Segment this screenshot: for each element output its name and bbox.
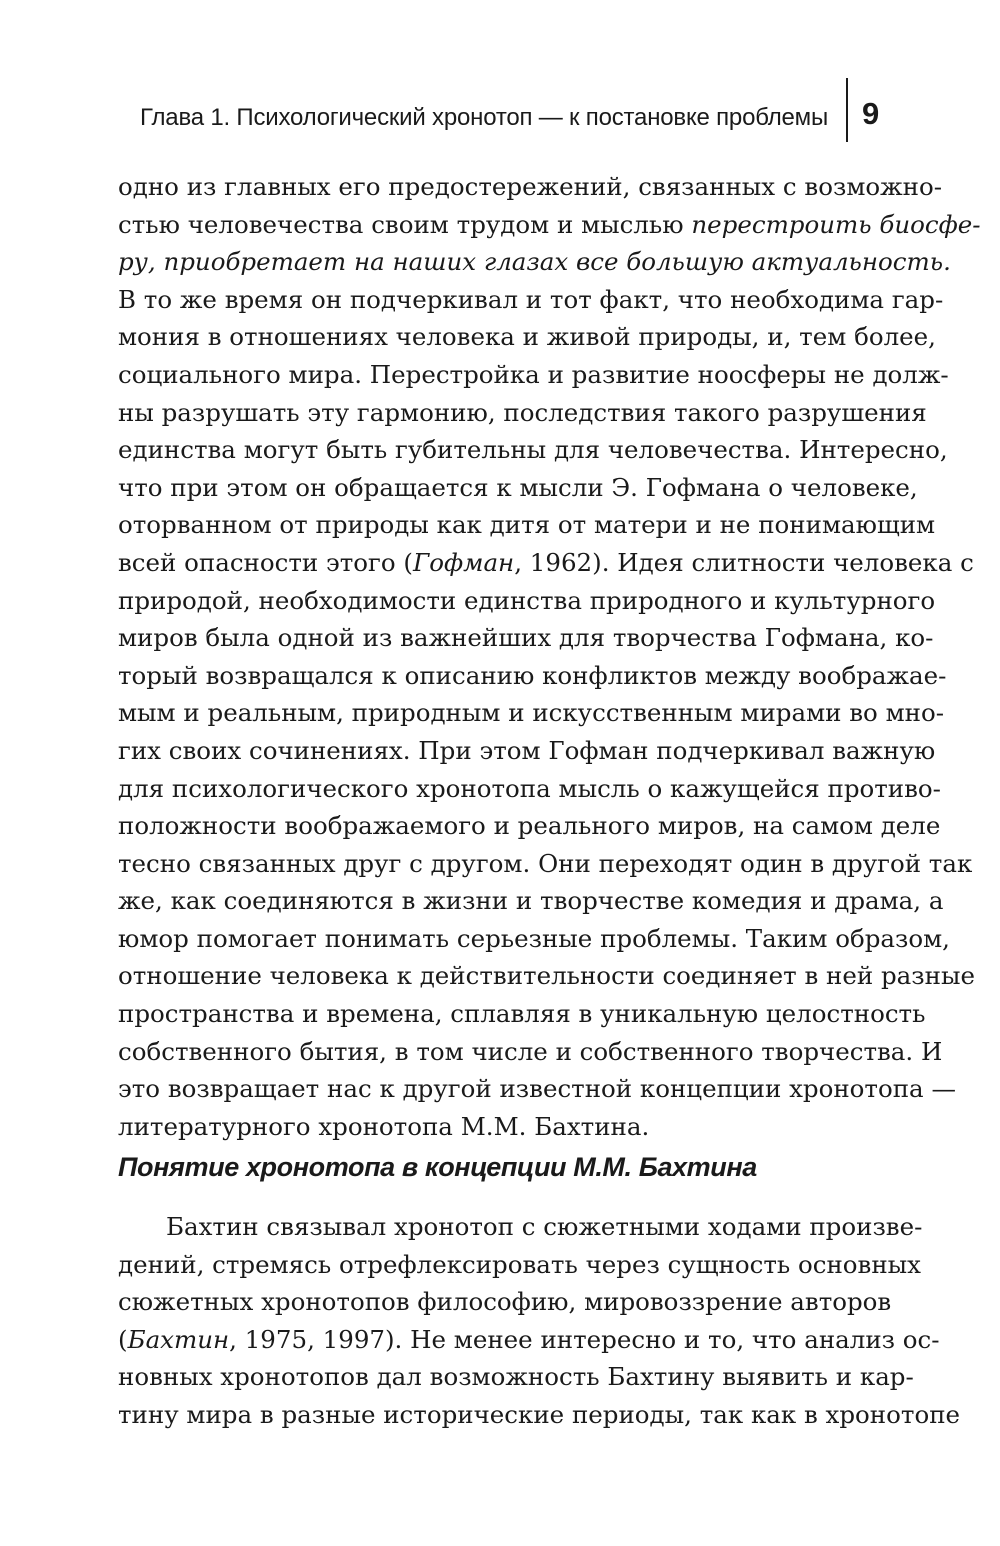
text-line: [118, 544, 974, 582]
text-line: дений, стремясь отрефлексировать через сущность основных: [118, 1249, 921, 1279]
body-paragraph-2: [118, 1208, 961, 1434]
section-heading: Понятие хронотопа в концепции М.М. Бахтина: [118, 1152, 757, 1182]
text-run: Бахтин связывал хронотоп с сюжетными ходами произве-: [166, 1212, 923, 1241]
text-line: одно из главных его предостережений, связанных с возможно-: [118, 172, 943, 201]
text-run: (: [118, 1324, 128, 1354]
text-line: мония в отношениях человека и живой природы, и, тем более,: [118, 322, 936, 352]
citation-author: Бахтин: [127, 1324, 230, 1354]
text-line: пространства и времена, сплавляя в уникальную целостность: [118, 999, 926, 1029]
text-line: [118, 206, 981, 244]
text-line: тесно связанных друг с другом. Они переходят один в другой так: [118, 848, 973, 878]
text-line: В то же время он подчеркивал и тот факт, что необходима гар-: [118, 284, 944, 314]
text-line: гих своих сочинениях. При этом Гофман подчеркивал важную: [118, 735, 936, 765]
text-line: отношение человека к действительности соединяет в ней разные: [118, 961, 975, 991]
text-run: , 1962). Идея слитности человека с: [514, 547, 974, 577]
text-line: ны разрушать эту гармонию, последствия такого разрушения: [118, 397, 927, 427]
text-line: юмор помогает понимать серьезные проблемы. Таким образом,: [118, 923, 950, 953]
text-run: всей опасности этого (: [118, 547, 413, 577]
text-line: же, как соединяются в жизни и творчестве комедия и драма, а: [118, 886, 944, 916]
text-line: природой, необходимости единства природного и культурного: [118, 585, 936, 615]
page-number: 9: [862, 96, 880, 131]
text-line: тину мира в разные исторические периоды, так как в хронотопе: [118, 1399, 961, 1429]
text-line: миров была одной из важнейших для творчества Гофмана, ко-: [118, 623, 934, 653]
text-line: собственного бытия, в том числе и собственного творчества. И: [118, 1036, 943, 1066]
text-line: литературного хронотопа М.М. Бахтина.: [118, 1111, 650, 1141]
header-divider: [846, 78, 848, 142]
text-line: что при этом он обращается к мысли Э. Гофмана о человеке,: [118, 472, 918, 502]
text-line: мым и реальным, природным и искусственным мирами во мно-: [118, 698, 944, 728]
text-line: социального мира. Перестройка и развитие ноосферы не долж-: [118, 359, 949, 389]
text-line: оторванном от природы как дитя от матери и не понимающим: [118, 510, 936, 540]
text-line: это возвращает нас к другой известной концепции хронотопа —: [118, 1074, 956, 1104]
body-paragraph-1: [118, 168, 981, 1145]
text-line: для психологического хронотопа мысль о кажущейся противо-: [118, 773, 941, 803]
citation-author: Гофман: [412, 547, 515, 577]
running-header: [0, 78, 1000, 148]
text-line: [118, 1208, 923, 1246]
text-line: положности воображаемого и реального миров, на самом деле: [118, 811, 941, 841]
text-run: стью человечества своим трудом и мыслью: [118, 209, 684, 239]
text-line: сюжетных хронотопов философию, мировоззрение авторов: [118, 1287, 892, 1317]
text-line: новных хронотопов дал возможность Бахтину выявить и кар-: [118, 1362, 914, 1392]
chapter-title: Глава 1. Психологический хронотоп — к постановке проблемы: [140, 104, 828, 131]
text-line: единства могут быть губительны для человечества. Интересно,: [118, 435, 948, 465]
italic-run: ру, приобретает на наших глазах все большую актуальность.: [118, 247, 951, 277]
italic-run: перестроить биосфе-: [691, 209, 981, 239]
text-run: , 1975, 1997). Не менее интересно и то, что анализ ос-: [229, 1324, 940, 1354]
text-line: [118, 1321, 940, 1359]
text-line: торый возвращался к описанию конфликтов между воображае-: [118, 660, 947, 690]
text-line: [118, 243, 951, 281]
